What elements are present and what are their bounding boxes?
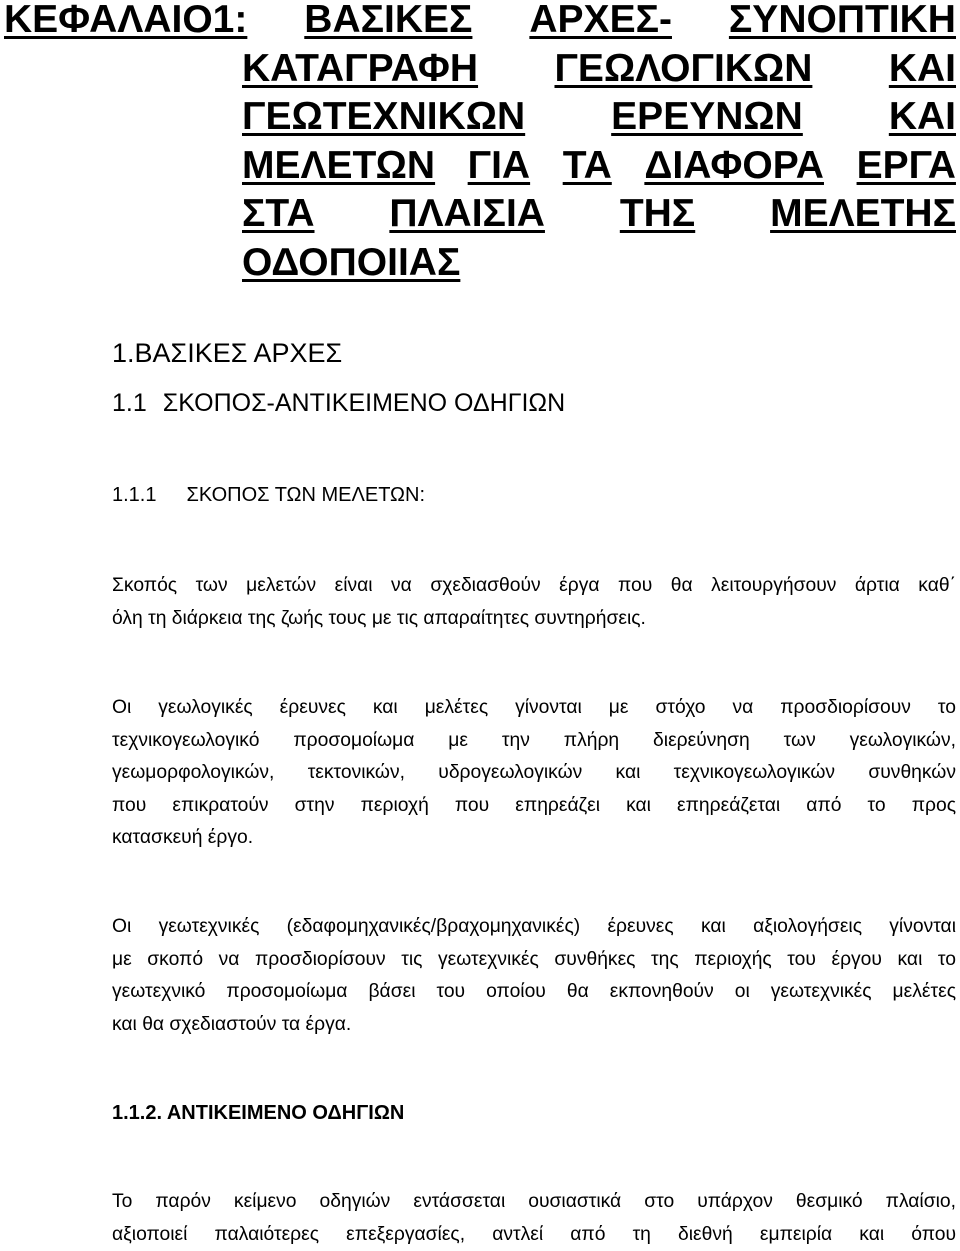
section-heading-1-1-2: 1.1.2. ΑΝΤΙΚΕΙΜΕΝΟ ΟΔΗΓΙΩΝ: [112, 1102, 404, 1125]
chapter-word: ΜΕΛΕΤΗΣ: [770, 190, 956, 239]
paragraph-line: και θα σχεδιαστούν τα έργα.: [112, 1009, 956, 1042]
section-number: 1.1.1: [112, 484, 156, 506]
chapter-word: ΓΕΩΤΕΧΝΙΚΩΝ: [242, 93, 525, 142]
chapter-title-line-1: [4, 0, 956, 45]
section-number: 1.1: [112, 389, 147, 417]
paragraph-geological: [112, 692, 956, 855]
paragraph-line: που επικρατούν στην περιοχή που επηρεάζει και επηρεάζεται από το προς: [112, 790, 956, 823]
chapter-word: ΔΙΑΦΟΡΑ: [644, 142, 824, 191]
paragraph-line: Οι γεωτεχνικές (εδαφομηχανικές/βραχομηχανικές) έρευνες και αξιολογήσεις γίνονται: [112, 911, 956, 944]
chapter-word: ΕΡΕΥΝΩΝ: [611, 93, 803, 142]
chapter-word: ΟΔΟΠΟΙΙΑΣ: [242, 239, 460, 288]
chapter-word: ΒΑΣΙΚΕΣ: [304, 0, 472, 45]
chapter-word: ΓΕΩΛΟΓΙΚΩΝ: [554, 45, 812, 94]
chapter-title-line-6: [242, 239, 956, 288]
paragraph-line: Το παρόν κείμενο οδηγιών εντάσσεται ουσιαστικά στο υπάρχον θεσμικό πλαίσιο,: [112, 1186, 956, 1219]
chapter-word: ΑΡΧΕΣ-: [529, 0, 672, 45]
chapter-word: ΤΗΣ: [620, 190, 695, 239]
section-heading-1: 1.ΒΑΣΙΚΕΣ ΑΡΧΕΣ: [112, 338, 342, 369]
chapter-title-line-5: [242, 190, 956, 239]
chapter-word: ΤΑ: [563, 142, 612, 191]
chapter-title-line-2: [242, 45, 956, 94]
paragraph-line: Οι γεωλογικές έρευνες και μελέτες γίνονται με στόχο να προσδιορίσουν το: [112, 692, 956, 725]
paragraph-line: με σκοπό να προσδιορίσουν τις γεωτεχνικές συνθήκες της περιοχής του έργου και το: [112, 944, 956, 977]
paragraph-purpose: [112, 570, 956, 635]
paragraph-geotechnical: [112, 911, 956, 1041]
chapter-word: ΓΙΑ: [468, 142, 530, 191]
chapter-word: ΚΑΙ: [889, 45, 956, 94]
paragraph-subject: [112, 1186, 956, 1251]
chapter-title-line-3: [242, 93, 956, 142]
chapter-word: ΚΑΙ: [889, 93, 956, 142]
paragraph-line: Σκοπός των μελετών είναι να σχεδιασθούν έργα που θα λειτουργήσουν άρτια καθ΄: [112, 570, 956, 603]
paragraph-line: τεχνικογεωλογικό προσομοίωμα με την πλήρη διερεύνηση των γεωλογικών,: [112, 725, 956, 758]
chapter-word: ΕΡΓΑ: [857, 142, 956, 191]
chapter-word: ΣΤΑ: [242, 190, 315, 239]
chapter-word: ΣΥΝΟΠΤΙΚΗ: [729, 0, 956, 45]
chapter-word: ΚΕΦΑΛΑΙΟ1:: [4, 0, 247, 45]
paragraph-line: γεωτεχνικό προσομοίωμα βάσει του οποίου θα εκπονηθούν οι γεωτεχνικές μελέτες: [112, 976, 956, 1009]
paragraph-line: αξιοποιεί παλαιότερες επεξεργασίες, αντλεί από τη διεθνή εμπειρία και όπου: [112, 1219, 956, 1251]
chapter-word: ΚΑΤΑΓΡΑΦΗ: [242, 45, 478, 94]
paragraph-line: κατασκευή έργο.: [112, 822, 956, 855]
section-title: ΣΚΟΠΟΣ ΤΩΝ ΜΕΛΕΤΩΝ:: [186, 484, 425, 506]
paragraph-line: γεωμορφολογικών, τεκτονικών, υδρογεωλογικών και τεχνικογεωλογικών συνθηκών: [112, 757, 956, 790]
chapter-title: [4, 0, 956, 287]
section-heading-1-1: [112, 389, 565, 418]
chapter-word: ΜΕΛΕΤΩΝ: [242, 142, 435, 191]
paragraph-line: όλη τη διάρκεια της ζωής τους με τις απαραίτητες συντηρήσεις.: [112, 603, 956, 636]
section-title: ΣΚΟΠΟΣ-ΑΝΤΙΚΕΙΜΕΝΟ ΟΔΗΓΙΩΝ: [163, 389, 565, 417]
chapter-title-line-4: [242, 142, 956, 191]
section-heading-1-1-1: [112, 484, 425, 507]
chapter-word: ΠΛΑΙΣΙΑ: [389, 190, 545, 239]
